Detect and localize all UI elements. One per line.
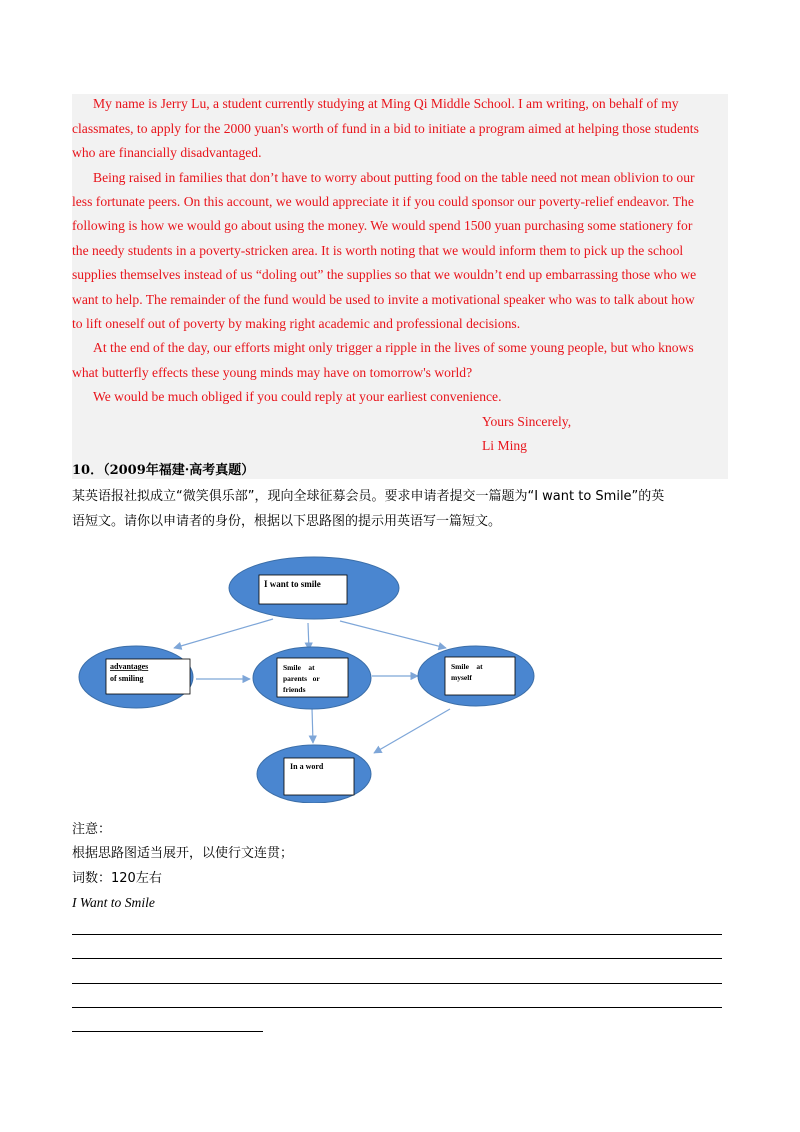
letter-line: My name is Jerry Lu, a student currently studying at Ming Qi Middle School. I am writing, on behalf of my — [93, 96, 679, 111]
node-bottom-label: In a word — [290, 762, 324, 771]
answer-line — [72, 934, 722, 935]
letter-line: classmates, to apply for the 2000 yuan's worth of fund in a bid to initiate a program aimed at helping those students — [72, 121, 699, 136]
answer-line — [72, 958, 722, 959]
letter-line: to lift oneself out of poverty by making right academic and professional decisions. — [72, 316, 521, 331]
notes-word-count: 词数：120左右 — [72, 871, 162, 886]
arrow-right-bottom — [374, 709, 450, 753]
essay-title: I Want to Smile — [72, 895, 155, 910]
node-right-label: myself — [451, 673, 472, 682]
question-prompt: 某英语报社拟成立“微笑俱乐部”，现向全球征募会员。要求申请者提交一篇题为“I want to Smile”的英 — [72, 489, 665, 504]
letter-line: supplies themselves instead of us “doling out” the supplies so that we wouldn’t end up embarrassing those who we — [72, 267, 697, 282]
arrow-top-center — [308, 623, 309, 650]
mind-map-node-left — [79, 646, 193, 708]
node-center-label: Smile at — [283, 663, 315, 672]
letter-line: less fortunate peers. On this account, we would appreciate it if you could sponsor our poverty-relief endeavor. The — [72, 194, 694, 209]
answer-line — [72, 1007, 722, 1008]
question-heading: 10．（2009年福建·高考真题） — [72, 463, 255, 478]
mind-map-node-bottom — [257, 745, 371, 803]
mind-map-diagram — [78, 553, 538, 803]
answer-line — [72, 983, 722, 984]
answer-line — [72, 1031, 263, 1032]
letter-line: At the end of the day, our efforts might only trigger a ripple in the lives of some young people, but who knows — [93, 340, 694, 355]
node-center-label: parents or — [283, 674, 320, 683]
arrow-top-right — [340, 621, 446, 648]
arrow-center-bottom — [312, 708, 313, 743]
letter-line: the needy students in a poverty-stricken area. It is worth noting that we would inform them to pick up the school — [72, 243, 684, 258]
notes-instruction: 根据思路图适当展开，以使行文连贯； — [72, 846, 294, 861]
node-right-label: Smile at — [451, 662, 483, 671]
letter-line: We would be much obliged if you could reply at your earliest convenience. — [93, 389, 502, 404]
mind-map-node-right — [418, 646, 534, 706]
letter-line: who are financially disadvantaged. — [72, 145, 262, 160]
node-center-label: friends — [283, 685, 306, 694]
notes-label: 注意： — [72, 822, 112, 837]
mind-map-node-center — [253, 647, 371, 709]
letter-signature: Li Ming — [482, 438, 527, 453]
mind-map-node-top — [229, 557, 399, 619]
letter-closing: Yours Sincerely, — [482, 414, 572, 429]
letter-line: Being raised in families that don’t have to worry about putting food on the table need not mean oblivion to our — [93, 170, 695, 185]
question-prompt: 语短文。请你以申请者的身份，根据以下思路图的提示用英语写一篇短文。 — [72, 514, 502, 529]
node-left-label: of smiling — [110, 674, 144, 683]
letter-line: what butterfly effects these young minds may have on tomorrow's world? — [72, 365, 473, 380]
letter-line: following is how we would go about using the money. We would spend 1500 yuan purchasing some stationery for — [72, 218, 693, 233]
node-left-label: advantages — [110, 662, 149, 671]
node-top-label: I want to smile — [264, 579, 321, 589]
arrow-top-left — [174, 619, 273, 648]
letter-line: want to help. The remainder of the fund would be used to invite a motivational speaker who was to talk about how — [72, 292, 695, 307]
